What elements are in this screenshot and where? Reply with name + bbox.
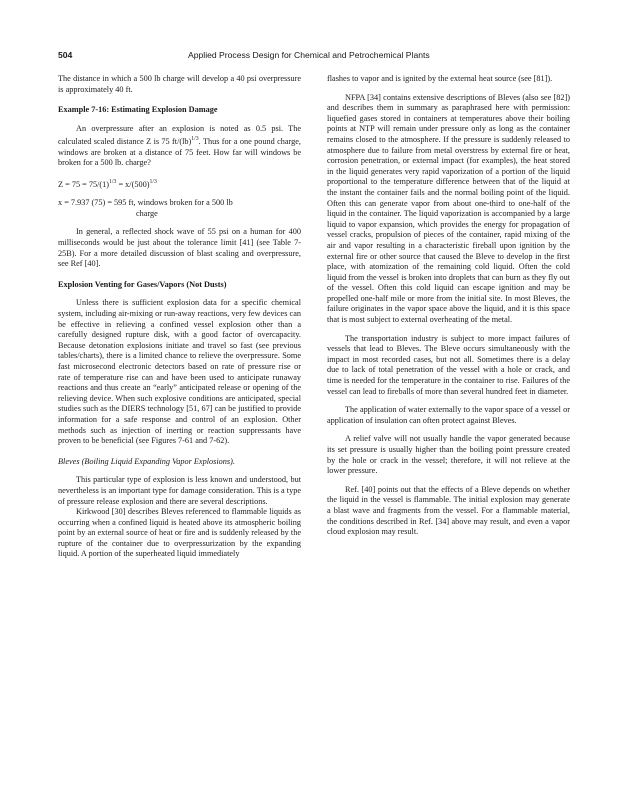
bleve-effects-paragraph: Ref. [40] points out that the effects of a Bleve depends on whether the liquid in the vessel is flammable. The initial explosion may generate a blast wave and fragments from the vessel. For a flammable material, the conditions described in Ref. [34] above may result, and even a vapor cloud explosion may result. xyxy=(327,484,570,537)
bleves-heading: Bleves (Boiling Liquid Expanding Vapor Explosions). xyxy=(58,456,235,466)
running-header xyxy=(58,50,568,64)
example-heading: Example 7-16: Estimating Explosion Damage xyxy=(58,105,218,115)
shock-wave-paragraph: In general, a reflected shock wave of 55 psi on a human for 400 milliseconds would be just about the tolerance limit [41] (see Table 7-25B). For a more detailed discussion of blast scaling and overpressure, see Ref [40]. xyxy=(58,227,301,269)
right-column xyxy=(327,74,570,538)
bleves-intro-paragraph: This particular type of explosion is less known and understood, but nevertheless is an important type for damage consideration. This is a type of pressure release explosion and there are several descriptions. xyxy=(58,475,301,506)
transportation-paragraph: The transportation industry is subject to more impact failures of vessels that lead to Bleves. The Bleve occurs simultaneously with the impact in most recorded cases, but not all. Sometimes there is a delay due to lack of total penetration of the vessel with a hole or crack, and time is needed for the temperature in the container to rise. Failures of the vessel can lead to fireballs of more than several hundred feet in diameter. xyxy=(327,333,570,396)
nfpa-paragraph: NFPA [34] contains extensive descriptions of Bleves (also see [82]) and describes them in summary as paraphrased here with permission: liquefied gases stored in containers at temperatures above their boiling points at NTP will remain under pressure only as long as the container remains closed to the atmosphere. If the pressure is suddenly released to atmosphere due to failure from metal overstress by external fire or heat, corrosion penetration, or external impact (for examples), the heat stored in the liquid generates very rapid vaporization of a portion of the liquid proportional to the temperature difference between that of the liquid at the instant the container fails and the normal boiling point of the liquid. Often this can generate vapor from about one-third to one-half of the liquid in the container. The liquid vaporization is accompanied by a large liquid to vapor expansion, which provides the energy for propagation of vessel cracks, propulsion of pieces of the container, rapid mixing of the air and vapor resulting in a characteristic fireball upon ignition by the external fire or other source that caused the Bleve to develop in the first place, with atomization of the remaining cold liquid. Often the cold liquid from the vessel is broken into droplets that can burn as they fly out of the vessel. Often this cold liquid can escape ignition and may be propelled one-half mile or more from the initial site. In most Bleves, the failure originates in the vapor space above the liquid, and it is this space that is most subject to external overheating of the metal. xyxy=(327,92,570,325)
kirkwood-paragraph: Kirkwood [30] describes Bleves referenced to flammable liquids as occurring when a confined liquid is heated above its atmospheric boiling point by an external source of heat or fire and is suddenly released by the rupture of the container due to overpressurization by the expanding liquid. A portion of the superheated liquid immediately xyxy=(58,507,301,559)
equation-distance: x = 7.937 (75) = 595 ft, windows broken for a 500 lb xyxy=(58,198,233,208)
venting-heading: Explosion Venting for Gases/Vapors (Not Dusts) xyxy=(58,279,227,289)
relief-valve-paragraph: A relief valve will not usually handle the vapor generated because its set pressure is usually higher than the boiling point pressure created by the hole or crack in the vessel; therefore, it will not relieve at the lower pressure. xyxy=(327,434,570,476)
flash-paragraph: flashes to vapor and is ignited by the external heat source (see [81]). xyxy=(327,74,553,83)
page-number: 504 xyxy=(58,50,73,60)
intro-paragraph: The distance in which a 500 lb charge will develop a 40 psi overpressure is approximately 40 ft. xyxy=(58,74,301,94)
equation-scaled-distance: $Z = 75 = 75/(1)^{1/3} = x/(500)^{1/3}$ xyxy=(58,178,157,189)
example-paragraph: An overpressure after an explosion is noted as 0.5 psi. The calculated scaled distance Z is 75 ft/(lb)$^{1/3}$. Thus for a one pound charge, windows are broken at a distance of 75 feet. How far will windows be broken for a 500 lb. charge? xyxy=(58,123,301,168)
equation-distance-continued: charge xyxy=(136,208,158,218)
venting-paragraph: Unless there is sufficient explosion data for a specific chemical system, including air-mixing or run-away reactions, very few devices can be effective in relieving a confined vessel explosion other than a carefully designed rupture disk, with a good factor of overcapacity. Because detonation explosions initiate and travel so fast (see previous tables/charts), there is a limited chance to relieve the overpressure. Some fast microsecond electronic detectors based on rate of pressure rise or rate of temperature rise can and have been used to anticipate runaway reactions and thus create an “early” anticipated release or opening of the relieving device. When such explosive conditions are anticipated, special studies such as the DIERS technology [51, 67] can be justified to provide information for a safe response and control of an explosion. Other methods such as injection of inerting or reaction suppressants have proven to be beneficial (see Figures 7-61 and 7-62). xyxy=(58,298,301,446)
left-column xyxy=(58,74,301,560)
running-title: Applied Process Design for Chemical and Petrochemical Plants xyxy=(188,50,430,60)
water-application-paragraph: The application of water externally to the vapor space of a vessel or application of insulation can often protect against Bleves. xyxy=(327,405,570,425)
